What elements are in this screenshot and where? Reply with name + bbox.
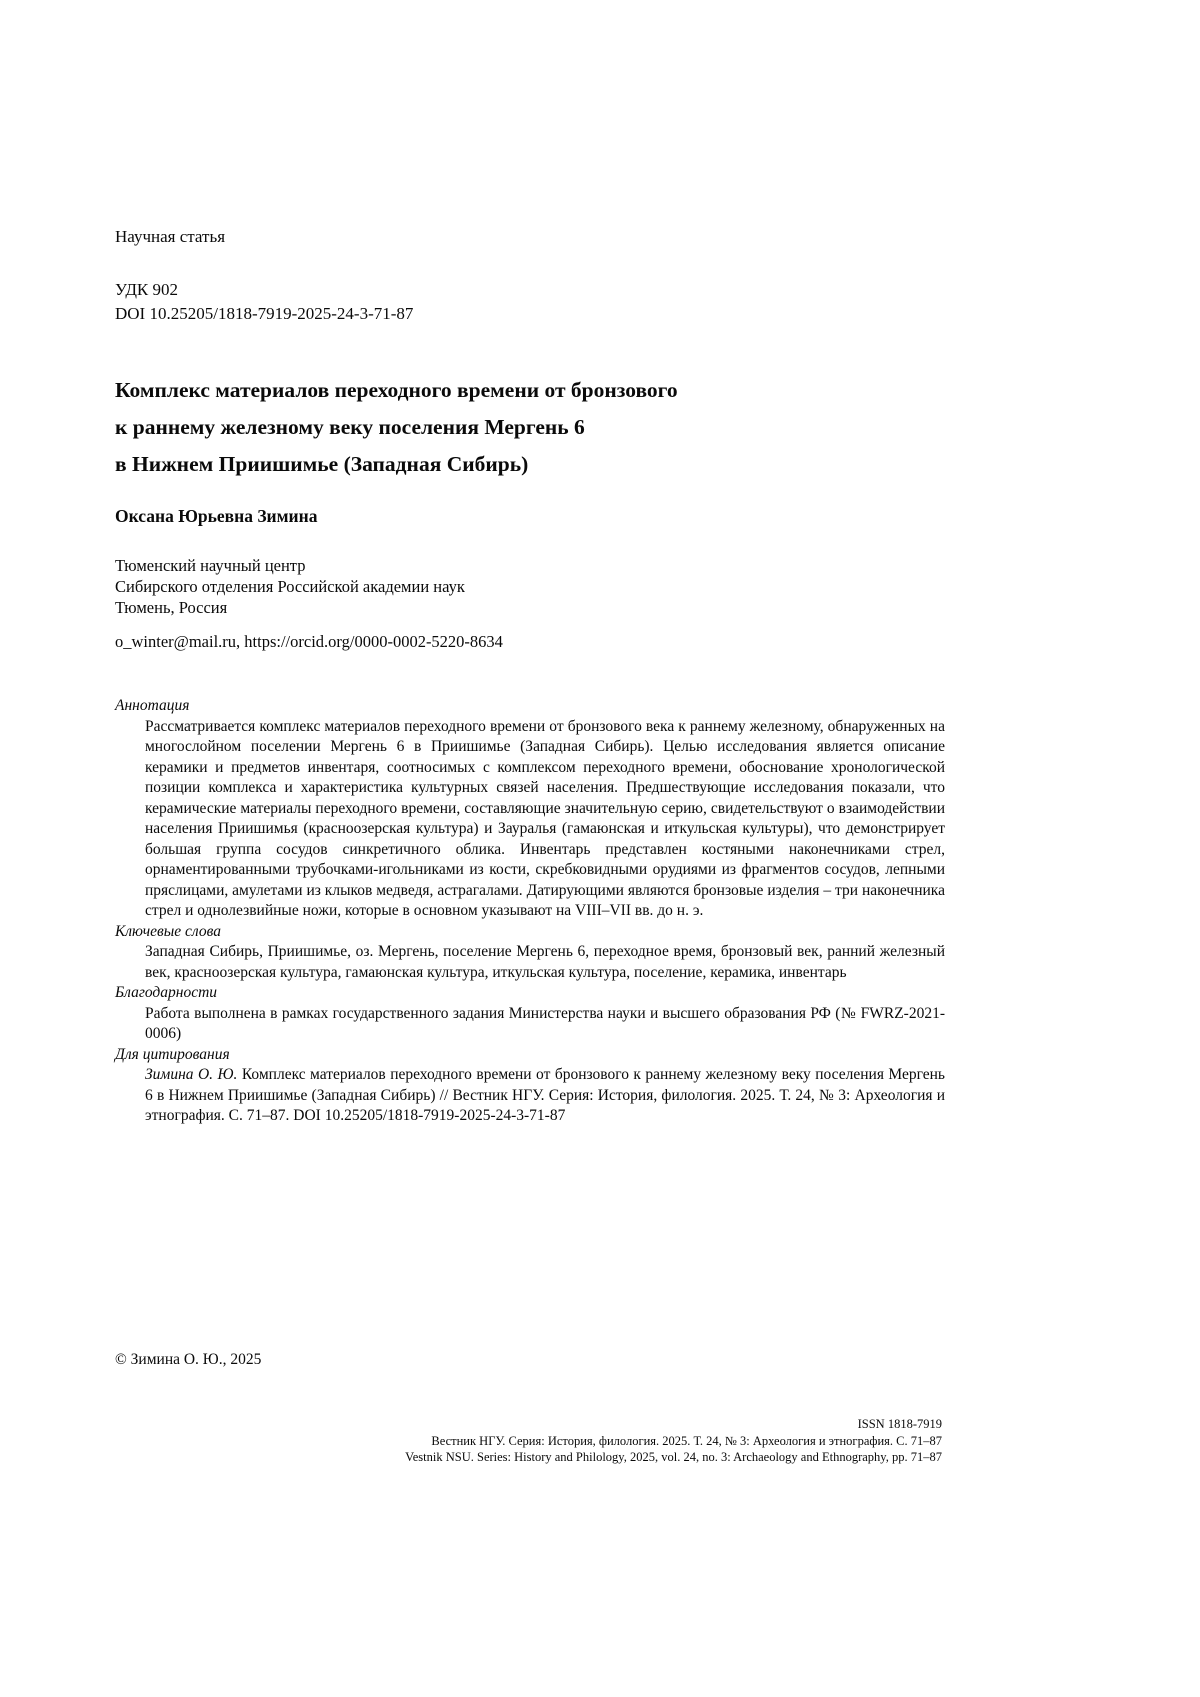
doi-code: DOI 10.25205/1818-7919-2025-24-3-71-87 <box>115 304 414 323</box>
citation-body-text: Комплекс материалов переходного времени от бронзового к раннему железному веку поселения Мергень 6 в Нижнем Приишимье (Западная Сибирь) // Вестник НГУ. Серия: История, филология. 2025. Т. 24, № 3: Археология и этнография. С. 71–87. DOI 10.25205/1818-7919-2025-24-3-71-87 <box>145 1066 946 1124</box>
affiliation-line-1: Тюменский научный центр <box>115 556 306 575</box>
article-title-line-3: в Нижнем Приишимье (Западная Сибирь) <box>115 452 529 476</box>
article-title <box>115 372 945 483</box>
author-name: Оксана Юрьевна Зимина <box>115 506 318 526</box>
citation-section <box>115 1045 945 1127</box>
abstract-text: Рассматривается комплекс материалов переходного времени от бронзового века к раннему железному, обнаруженных на многослойном поселении Мергень 6 в Приишимье (Западная Сибирь). Целью исследования является описание керамики и предметов инвентаря, соотносимых с комплексом переходного времени, обоснование хронологической позиции комплекса и характеристика культурных связей населения. Предшествующие исследования показали, что керамические материалы переходного времени, составляющие значительную серию, свидетельствуют о взаимодействии населения Приишимья (красноозерская культура) и Зауралья (гамаюнская и иткульская культуры), что демонстрирует большая группа сосудов синкретичного облика. Инвентарь представлен костяными наконечниками стрел, орнаментированными трубочками-игольниками из кости, скребковидными орудиями из фрагментов сосудов, лепными пряслицами, амулетами из клыков медведя, астрагалами. Датирующими являются бронзовые изделия – три наконечника стрел и однолезвийные ножи, которые в основном указывают на VIII–VII вв. до н. э. <box>145 717 945 919</box>
meta-sections <box>115 696 945 1127</box>
article-content <box>115 0 945 1127</box>
article-type-label: Научная статья <box>115 227 226 246</box>
affiliation-line-3: Тюмень, Россия <box>115 598 228 617</box>
footer-journal-ru: Вестник НГУ. Серия: История, филология. 2025. Т. 24, № 3: Археология и этнография. С. 71–87 <box>431 1433 942 1448</box>
article-title-line-2: к раннему железному веку поселения Мергень 6 <box>115 415 585 439</box>
author-affiliation <box>115 555 945 618</box>
keywords-section <box>115 922 945 984</box>
udc-code: УДК 902 <box>115 280 179 299</box>
copyright-notice: © Зимина О. Ю., 2025 <box>115 1351 262 1368</box>
contact-separator: , <box>236 632 245 651</box>
acknowledgements-label: Благодарности <box>115 984 218 1001</box>
email-link[interactable]: o_winter@mail.ru <box>115 632 237 651</box>
keywords-label: Ключевые слова <box>115 922 221 940</box>
contact-line <box>115 631 945 652</box>
orcid-link[interactable]: https://orcid.org/0000-0002-5220-8634 <box>244 632 503 651</box>
journal-footer <box>405 1416 942 1466</box>
footer-issn: ISSN 1818-7919 <box>857 1417 942 1431</box>
keywords-text: Западная Сибирь, Приишимье, оз. Мергень, поселение Мергень 6, переходное время, бронзовый век, ранний железный век, красноозерская культура, гамаюнская культура, иткульская культура, поселение, керамика, инвентарь <box>145 943 945 981</box>
abstract-section <box>115 696 945 922</box>
acknowledgements-section <box>115 983 945 1045</box>
citation-author-italic: Зимина О. Ю. <box>145 1066 238 1083</box>
acknowledgements-text: Работа выполнена в рамках государственного задания Министерства науки и высшего образования РФ (№ FWRZ-2021-0006) <box>145 1004 945 1042</box>
abstract-label: Аннотация <box>115 697 190 714</box>
citation-text <box>115 1065 945 1127</box>
affiliation-line-2: Сибирского отделения Российской академии наук <box>115 577 465 596</box>
citation-label: Для цитирования <box>115 1045 230 1063</box>
article-title-line-1: Комплекс материалов переходного времени от бронзового <box>115 378 678 402</box>
footer-journal-en: Vestnik NSU. Series: History and Philology, 2025, vol. 24, no. 3: Archaeology and Ethnography, pp. 71–87 <box>405 1450 942 1464</box>
